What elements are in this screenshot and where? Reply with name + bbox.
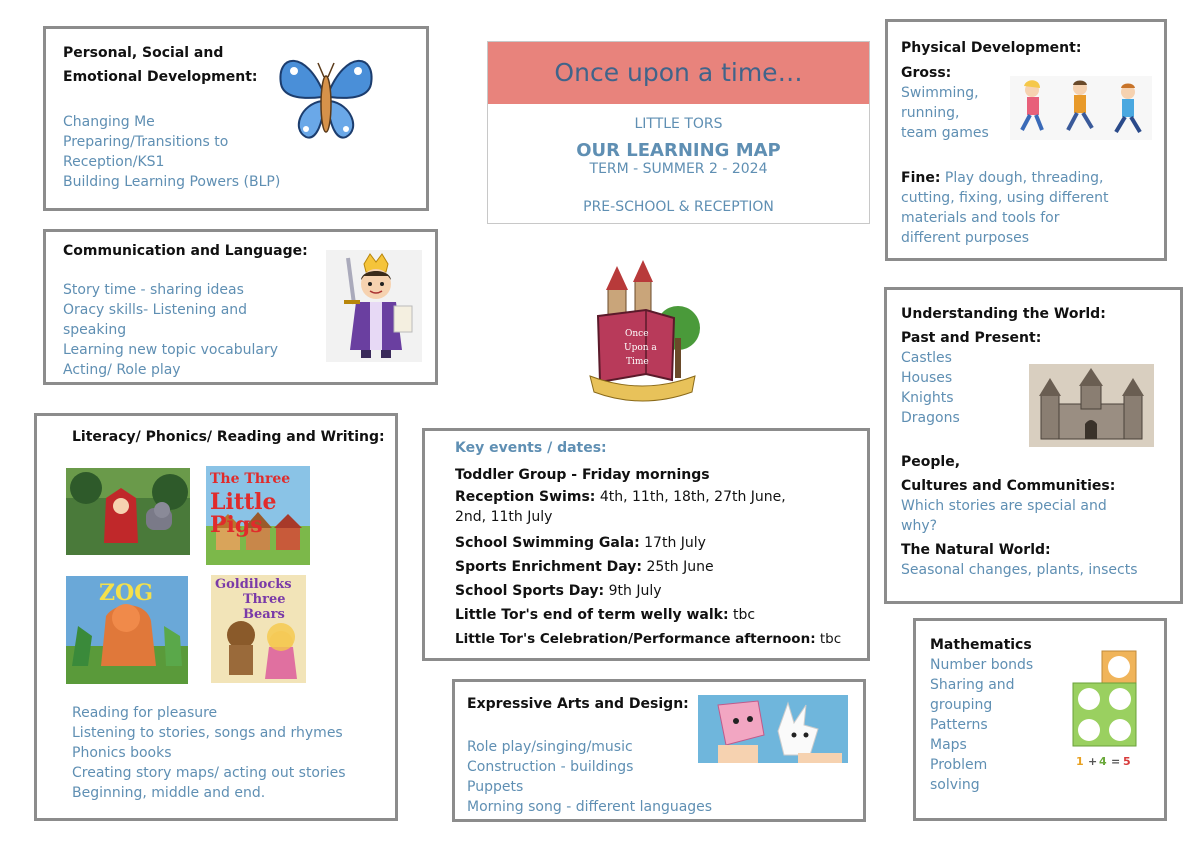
school-logo xyxy=(580,258,705,408)
list-item: Role play/singing/music xyxy=(467,739,633,755)
people-list xyxy=(901,496,1107,536)
banner xyxy=(487,41,870,224)
list-item: Story time - sharing ideas xyxy=(63,282,244,298)
cl-list xyxy=(63,280,278,380)
list-item: Maps xyxy=(930,737,967,753)
past-label: Past and Present: xyxy=(901,330,1042,346)
running-children-icon xyxy=(1010,76,1152,140)
literacy-list xyxy=(72,703,346,803)
list-item: Learning new topic vocabulary xyxy=(63,342,278,358)
cl-title: Communication and Language: xyxy=(63,243,308,259)
list-item: Swimming, xyxy=(901,85,979,101)
list-item: Acting/ Role play xyxy=(63,362,181,378)
event-row: Toddler Group - Friday mornings xyxy=(455,467,710,483)
list-item: cutting, fixing, using different xyxy=(901,190,1109,206)
event-row: Sports Enrichment Day: 25th June xyxy=(455,559,714,575)
list-item: why? xyxy=(901,518,938,534)
learning-map-title: OUR LEARNING MAP xyxy=(576,140,781,161)
svg-text:1: 1 xyxy=(1076,755,1084,768)
list-item: Morning song - different languages xyxy=(467,799,713,815)
logo-text-once: Once xyxy=(625,329,649,339)
stage-label: PRE-SCHOOL & RECEPTION xyxy=(583,199,774,215)
maths-title: Mathematics xyxy=(930,637,1032,653)
svg-text:+: + xyxy=(1088,755,1098,768)
prince-icon xyxy=(326,250,422,362)
list-item: Building Learning Powers (BLP) xyxy=(63,174,281,190)
list-item: grouping xyxy=(930,697,993,713)
list-item: Phonics books xyxy=(72,745,172,761)
event-row: Reception Swims: 4th, 11th, 18th, 27th June, xyxy=(455,489,786,505)
list-item: Preparing/Transitions to xyxy=(63,134,229,150)
list-item: Dragons xyxy=(901,410,960,426)
list-item: Construction - buildings xyxy=(467,759,634,775)
event-row: Little Tor's Celebration/Performance afternoon: tbc xyxy=(455,631,842,647)
book-red-riding-hood xyxy=(66,468,190,555)
book2-title: The Three Little Pigs xyxy=(210,471,291,538)
logo-text-time: Time xyxy=(626,357,649,367)
list-item: Houses xyxy=(901,370,953,386)
ead-list xyxy=(467,737,712,817)
list-item: Changing Me xyxy=(63,114,155,130)
svg-text:=: = xyxy=(1111,755,1121,768)
book4-title: Goldilocks Three Bears xyxy=(215,577,292,622)
gross-label: Gross: xyxy=(901,65,952,81)
people-heading: People, Cultures and Communities: xyxy=(901,454,1116,494)
pd-box xyxy=(885,19,1167,261)
event-row: School Sports Day: 9th July xyxy=(455,583,662,599)
cl-box xyxy=(43,229,438,385)
list-item: Patterns xyxy=(930,717,988,733)
banner-header xyxy=(488,42,869,104)
event-row: Little Tor's end of term welly walk: tbc xyxy=(455,607,756,623)
svg-text:5: 5 xyxy=(1123,755,1131,768)
event-row: School Swimming Gala: 17th July xyxy=(455,535,706,551)
svg-text:4: 4 xyxy=(1099,755,1107,768)
fine-text: Fine: Play dough, threading, cutting, fixing, using different materials and tools for different purposes xyxy=(901,170,1109,246)
utw-box xyxy=(884,287,1183,604)
ead-title: Expressive Arts and Design: xyxy=(467,696,689,712)
ead-box xyxy=(452,679,866,822)
school-name: LITTLE TORS xyxy=(634,116,723,132)
events-heading: Key events / dates: xyxy=(455,440,607,456)
list-item: Seasonal changes, plants, insects xyxy=(901,562,1138,578)
butterfly-icon xyxy=(276,49,376,144)
list-item: Problem xyxy=(930,757,988,773)
pse-list xyxy=(63,112,280,192)
pse-box xyxy=(43,26,429,211)
list-item: Reading for pleasure xyxy=(72,705,218,721)
events-list xyxy=(455,463,841,651)
castle-icon xyxy=(1029,364,1154,447)
list-item: Puppets xyxy=(467,779,524,795)
list-item: Creating story maps/ acting out stories xyxy=(72,765,346,781)
natural-label: The Natural World: xyxy=(901,542,1051,558)
list-item: materials and tools for xyxy=(901,210,1060,226)
list-item: Castles xyxy=(901,350,952,366)
list-item: running, xyxy=(901,105,960,121)
list-item: different purposes xyxy=(901,230,1030,246)
list-item: team games xyxy=(901,125,989,141)
list-item: solving xyxy=(930,777,980,793)
list-item: Listening to stories, songs and rhymes xyxy=(72,725,343,741)
literacy-title: Literacy/ Phonics/ Reading and Writing: xyxy=(72,429,385,445)
list-item: Reception/KS1 xyxy=(63,154,165,170)
fine-label: Fine: xyxy=(901,170,941,186)
pse-title: Personal, Social and Emotional Development: xyxy=(63,45,258,85)
pd-title: Physical Development: xyxy=(901,40,1082,56)
puppets-icon xyxy=(698,695,848,763)
past-list xyxy=(901,348,960,428)
events-box xyxy=(422,428,870,661)
logo-text-upon: Upon a xyxy=(624,343,657,353)
list-item: Oracy skills- Listening and xyxy=(63,302,248,318)
list-item: Beginning, middle and end. xyxy=(72,785,266,801)
banner-title: Once upon a time… xyxy=(554,58,803,87)
term-label: TERM - SUMMER 2 - 2024 xyxy=(589,161,768,177)
list-item: Sharing and xyxy=(930,677,1015,693)
list-item: Number bonds xyxy=(930,657,1034,673)
maths-list xyxy=(930,655,1033,795)
maths-box xyxy=(913,618,1167,821)
number-bonds-icon xyxy=(1056,631,1156,771)
utw-title: Understanding the World: xyxy=(901,306,1106,322)
list-item: speaking xyxy=(63,322,127,338)
list-item: Knights xyxy=(901,390,954,406)
book3-title: ZOG xyxy=(99,580,154,606)
gross-list xyxy=(901,83,989,143)
literacy-box xyxy=(34,413,398,821)
list-item: Which stories are special and xyxy=(901,498,1107,514)
event-row: 2nd, 11th July xyxy=(455,509,553,525)
